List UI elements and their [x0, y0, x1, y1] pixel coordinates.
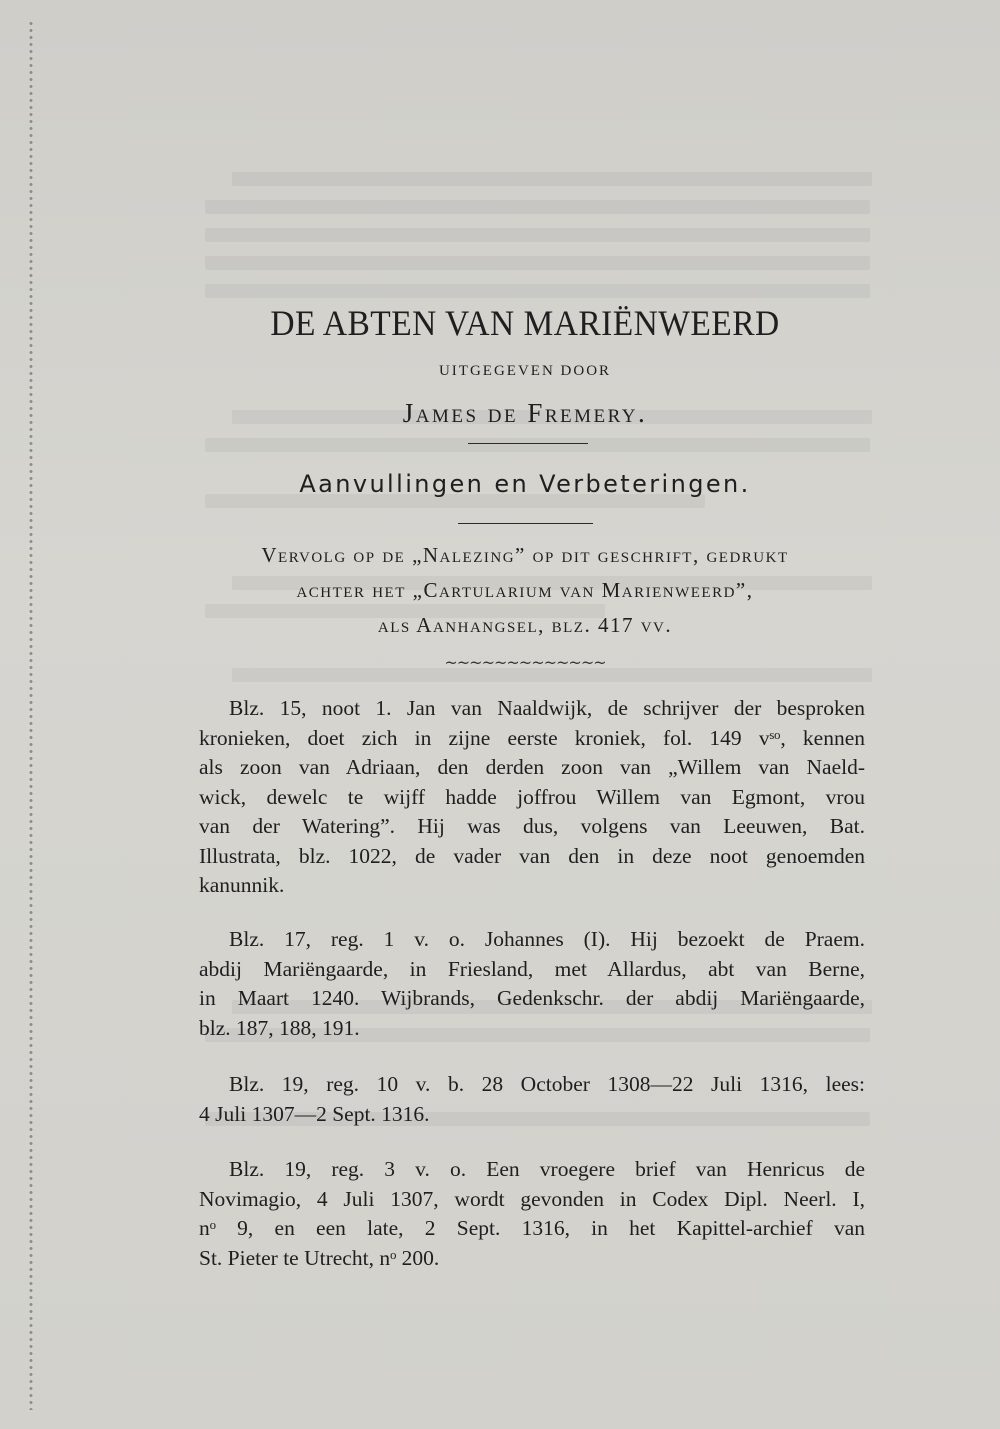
text-line: 4 Juli 1307—2 Sept. 1316. [199, 1101, 430, 1126]
text-line: Blz. 17, reg. 1 v. o. Johannes (I). Hij bezoekt de Praem. [229, 927, 865, 951]
divider-rule [458, 523, 593, 524]
text-line: als zoon van Adriaan, den derden zoon van „Willem van Naeld- [199, 755, 865, 779]
continuation-line: achter het „Cartularium van Marienweerd”, [296, 578, 754, 602]
text-line: blz. 187, 188, 191. [199, 1015, 360, 1040]
bleed-through [205, 228, 870, 242]
bleed-through [205, 256, 870, 270]
continuation-line: als Aanhangsel, blz. 417 vv. [377, 613, 673, 637]
text-line: nᵒ 9, en een late, 2 Sept. 1316, in het Kapittel-archief van [199, 1216, 865, 1240]
text-line: kanunnik. [199, 873, 285, 897]
paragraph [199, 1070, 865, 1129]
text-line: van der Watering”. Hij was dus, volgens van Leeuwen, Bat. [199, 814, 865, 838]
binding-holes [28, 20, 34, 1410]
ornament-divider: ~~~~~~~~~~~~~ [444, 653, 606, 672]
bleed-through [232, 172, 872, 186]
text-line: in Maart 1240. Wijbrands, Gedenkschr. der abdij Mariëngaarde, [199, 986, 865, 1010]
text-line: Blz. 19, reg. 3 v. o. Een vroegere brief van Henricus de [229, 1157, 865, 1181]
bleed-through [205, 438, 870, 452]
paragraph [199, 925, 865, 1043]
bleed-through [205, 200, 870, 214]
text-line: Novimagio, 4 Juli 1307, wordt gevonden in Codex Dipl. Neerl. I, [199, 1186, 865, 1211]
paragraph [199, 694, 865, 901]
text-line: abdij Mariëngaarde, in Friesland, met Allardus, abt van Berne, [199, 956, 865, 981]
publisher-line: UITGEGEVEN DOOR [438, 363, 612, 379]
bleed-through [205, 284, 870, 298]
text-line: Blz. 15, noot 1. Jan van Naaldwijk, de schrijver der besproken [229, 696, 865, 720]
text-line: Blz. 19, reg. 10 v. b. 28 October 1308—22 Juli 1316, lees: [229, 1072, 865, 1096]
text-line: kronieken, doet zich in zijne eerste kroniek, fol. 149 vˢᵒ, kennen [199, 725, 865, 750]
author-name: James de Fremery. [402, 398, 648, 428]
text-line: wick, dewelc te wijff hadde joffrou Willem van Egmont, vrou [199, 784, 865, 809]
text-line: Illustrata, blz. 1022, de vader van den in deze noot genoemden [199, 843, 865, 868]
paragraph [199, 1155, 865, 1273]
page-title: DE ABTEN VAN MARIËNWEERD [270, 303, 780, 343]
text-line: St. Pieter te Utrecht, nᵒ 200. [199, 1245, 440, 1270]
continuation-line: Vervolg op de „Nalezing” op dit geschrift, gedrukt [261, 543, 789, 567]
divider-rule [468, 443, 588, 444]
section-subtitle: Aanvullingen en Verbeteringen. [299, 470, 751, 498]
